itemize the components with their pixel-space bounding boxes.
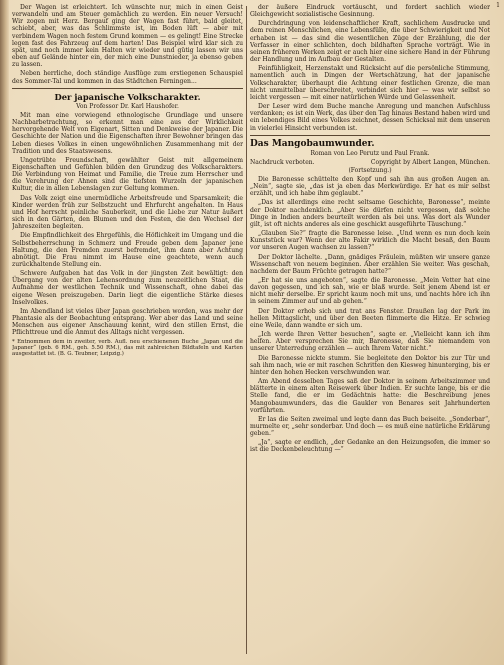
- paragraph: Das Volk zeigt eine unermüdliche Arbeitsfreude und Sparsamkeit; die Kinder werden früh zur Selbstzucht und Ehrfurcht angehalten. In Haus und Hof herrscht peinliche Sauberkeit, und die Liebe zur Natur äußert sich in den Gärten, den Blumen und den Festen, die den Wechsel der Jahreszeiten begleiten.: [12, 194, 243, 231]
- continuation-note: (Fortsetzung.): [348, 166, 392, 174]
- paragraph: Die Baronesse nickte stumm. Sie begleitete den Doktor bis zur Tür und sah ihm nach, wie er mit raschen Schritten den Kiesweg hinunterging, bis er hinter den hohen Hecken verschwunden war.: [250, 354, 490, 376]
- paragraph: Die Empfindlichkeit des Ehrgefühls, die Höflichkeit im Umgang und die Selbstbeherrschung in Schmerz und Freude geben dem Japaner jene Haltung, die den Fremden zuerst befremdet, ihm dann aber Achtung abnötigt. Die Frau nimmt im Hause eine geachtete, wenn auch zurückhaltende Stellung ein.: [12, 232, 243, 268]
- paragraph: „Er hat sie uns angeboten“, sagte die Baronesse. „Mein Vetter hat eine davon gegessen, und ich sah, wie er blaß wurde. Seit jenem Abend ist er nicht mehr derselbe. Er spricht kaum noch mit uns, und nachts höre ich ihn in seinem Zimmer auf und ab gehen.“: [250, 277, 490, 306]
- copyright-notice: Copyright by Albert Langen, München.: [370, 158, 490, 166]
- section-divider: [250, 135, 490, 136]
- copyright-line: [250, 159, 490, 166]
- paragraph: „Ich werde Ihren Vetter besuchen“, sagte er. „Vielleicht kann ich ihm helfen. Aber versprechen Sie mir, Baronesse, daß Sie niemandem von unserer Unterredung erzählen — auch Ihrem Vater nicht.“: [250, 331, 490, 353]
- paragraph: Am Abend desselben Tages saß der Doktor in seinem Arbeitszimmer und blätterte in einem alten Reisewerk über Indien. Er suchte lange, bis er die Stelle fand, die er im Gedächtnis hatte: die Beschreibung jenes Mangobaumwunders, das die Gaukler von Benares seit Jahrhunderten vorführten.: [250, 378, 490, 414]
- paragraph: Neben herrliche, doch ständige Ausflüge zum erstiegenen Schauspiel des Sommer-Tal und kommen in das Städtchen Ferningen...: [12, 70, 243, 85]
- article-heading-mango: Das Mangobaumwunder.: [250, 138, 375, 149]
- article-byline-japan: Von Professor Dr. Karl Haushofer.: [76, 102, 179, 110]
- paragraph: Ungetrübte Freundschaft, gewählter Geist mit allgemeinem Eigenschaften und Gefühlen bilden den Grundzug des Volkscharakters. Die Verbindung von Heimat und Familie, die Treue zum Herrscher und die Verehrung der Ahnen sind die tiefsten Wurzeln der japanischen Kultur, die in allen Lebenslagen zur Geltung kommen.: [12, 156, 243, 193]
- footnote: * Entnommen dem in zweiter, verb. Aufl. neu erschienenen Buche „Japan und die Japaner“ (geb. 6 RM., geh. 5.50 RM.), das mit zahlreichen Bildtafeln und Karten ausgestattet ist. (B. G. Teubner, Leipzig.): [12, 338, 243, 358]
- paragraph: „Glauben Sie?“ fragte die Baronesse leise. „Und wenn es nun doch kein Kunststück war? Wenn der alte Fakir wirklich die Macht besaß, den Baum vor unseren Augen wachsen zu lassen?“: [250, 230, 490, 252]
- paragraph: Der Doktor erhob sich und trat ans Fenster. Draußen lag der Park im hellen Mittagslicht, und über den Beeten flimmerte die Hitze. Er schwieg eine Weile, dann wandte er sich um.: [250, 307, 490, 329]
- paragraph: „Ja“, sagte er endlich, „der Gedanke an den Heizungsofen, die immer so ist die Deckenbeleuchtung —“: [250, 439, 490, 454]
- paragraph: Durchdringung von leidenschaftlicher Kraft, sachlichem Ausdrucke und dem reinen Menschlichen, eine Lebensfülle, die über Schwierigkeit und Not erhaben ist — das sind die wesentlichen Züge der Erzählung, die der Verfasser in einer schlichten, doch bildhaften Sprache vorträgt. Wie in seinen früheren Werken zeigt er auch hier eine sichere Hand in der Führung der Handlung und im Aufbau der Gestalten.: [250, 20, 490, 64]
- paragraph: Der Leser wird dem Buche manche Anregung und manchen Aufschluss verdanken; es ist ein Werk, das über den Tag hinaus Bestand haben wird und ein lebendiges Bild eines Volkes zeichnet, dessen Schicksal mit dem unseren in vielerlei Hinsicht verbunden ist.: [250, 103, 490, 132]
- paragraph: Mit man eine vorwiegend ethnologische Grundlage und unsere Nachbarbetrachtung, so erkennt man eine aus der Wirklichkeit hervorgehende Welt von Eigenart, Sitten und Denkweise der Japaner. Die Geschichte der Nation und die Eigenschaften ihrer Bewohner bringen das Leben dieses Volkes in einen ungewöhnlichen Zusammenhang mit der Tradition und des Staatswesens.: [12, 111, 243, 155]
- right-intro-text: [250, 4, 490, 132]
- article-body-mango: [250, 176, 490, 454]
- paragraph: der äußere Eindruck vortäuscht, und fordert sachlich wieder Gleichgewicht sozialistische Gesinnung.: [250, 4, 490, 19]
- page-number: 1: [496, 2, 500, 9]
- article-byline-mango: Roman von Leo Perutz und Paul Frank.: [310, 149, 430, 157]
- paragraph: Feinfühligkeit, Herzenstakt und Rücksicht auf die persönliche Stimmung, namentlich auch in Dingen der Wertschätzung, hat der japanische Volkscharakter, überhaupt die Achtung einer festlichen Grenze, die man nicht unmittelbar überschreitet, verbindet sich hier — was wir selbst so leicht vergessen — mit einer natürlichen Würde und Gelassenheit.: [250, 65, 490, 101]
- paragraph: „Das ist allerdings eine recht seltsame Geschichte, Baronesse“, meinte der Doktor nachdenklich. „Aber Sie dürfen nicht vergessen, daß solche Dinge in Indien anders beurteilt werden als bei uns. Was dort als Wunder gilt, ist oft nichts anderes als eine geschickt ausgeführte Täuschung.“: [250, 199, 490, 228]
- article-heading-japan: Der japanische Volkscharakter.: [54, 91, 201, 102]
- paragraph: Er las die Seiten zweimal und legte dann das Buch beiseite. „Sonderbar“, murmelte er, „sehr sonderbar. Und doch — es muß eine natürliche Erklärung geben.“: [250, 415, 490, 438]
- reprint-notice: Nachdruck verboten.: [250, 158, 315, 166]
- left-intro-text: [12, 4, 243, 85]
- left-column: [12, 4, 243, 654]
- paragraph: Der Doktor lächelte. „Dann, gnädiges Fräulein, müßten wir unsere ganze Wissenschaft von neuem beginnen. Aber erzählen Sie weiter. Was geschah, nachdem der Baum Früchte getragen hatte?“: [250, 253, 490, 275]
- paragraph: Schwere Aufgaben hat das Volk in der jüngsten Zeit bewältigt: den Übergang von der alten Lehensordnung zum neuzeitlichen Staat, die Aufnahme der westlichen Technik und Wissenschaft, ohne dabei das eigene Wesen preiszugeben. Darin liegt die eigentliche Stärke dieses Inselvolkes.: [12, 270, 243, 306]
- article-body-japan: [12, 112, 243, 337]
- paragraph: Die Baronesse schüttelte den Kopf und sah ihn aus großen Augen an. „Nein“, sagte sie, „das ist ja eben das Merkwürdige. Er hat es mir selbst erzählt, und ich habe ihm geglaubt.“: [250, 175, 490, 198]
- right-column: [250, 4, 490, 654]
- paragraph: Der Wagen ist erleichtert. Ich wünschte nur, mich in einen Geist verwandeln und am Steuer gemächlich zu werden. Ein neuer Versuch! Wir zogen mit Herz. Bergauf ging der Wagen fast führt, bald gleitet, schiebt, aber, was das Schlimmste ist, im Boden lüft — aber mit verbindem Wagen noch festem Grund kommen — es gelingt! Eine Strecke legen fast des Fahrzeug auf dem harten! Das Beispiel wird klar sich zu spät, und noch immer kein Halten wir wieder und gütig lassen wir uns eben auf Gelände hinter ein, der mich eine Dunstnieder, ja ebenso geben zu lassen.: [12, 4, 243, 69]
- paragraph: Im Abendland ist vieles über Japan geschrieben worden, was mehr der Phantasie als der Beobachtung entsprang. Wer aber das Land und seine Menschen aus eigener Anschauung kennt, wird den stillen Ernst, die Pflichttreue und die Anmut des Alltags nicht vergessen.: [12, 307, 243, 337]
- section-divider: [12, 88, 243, 89]
- column-rule: [246, 6, 247, 654]
- binding-edge: [0, 0, 9, 665]
